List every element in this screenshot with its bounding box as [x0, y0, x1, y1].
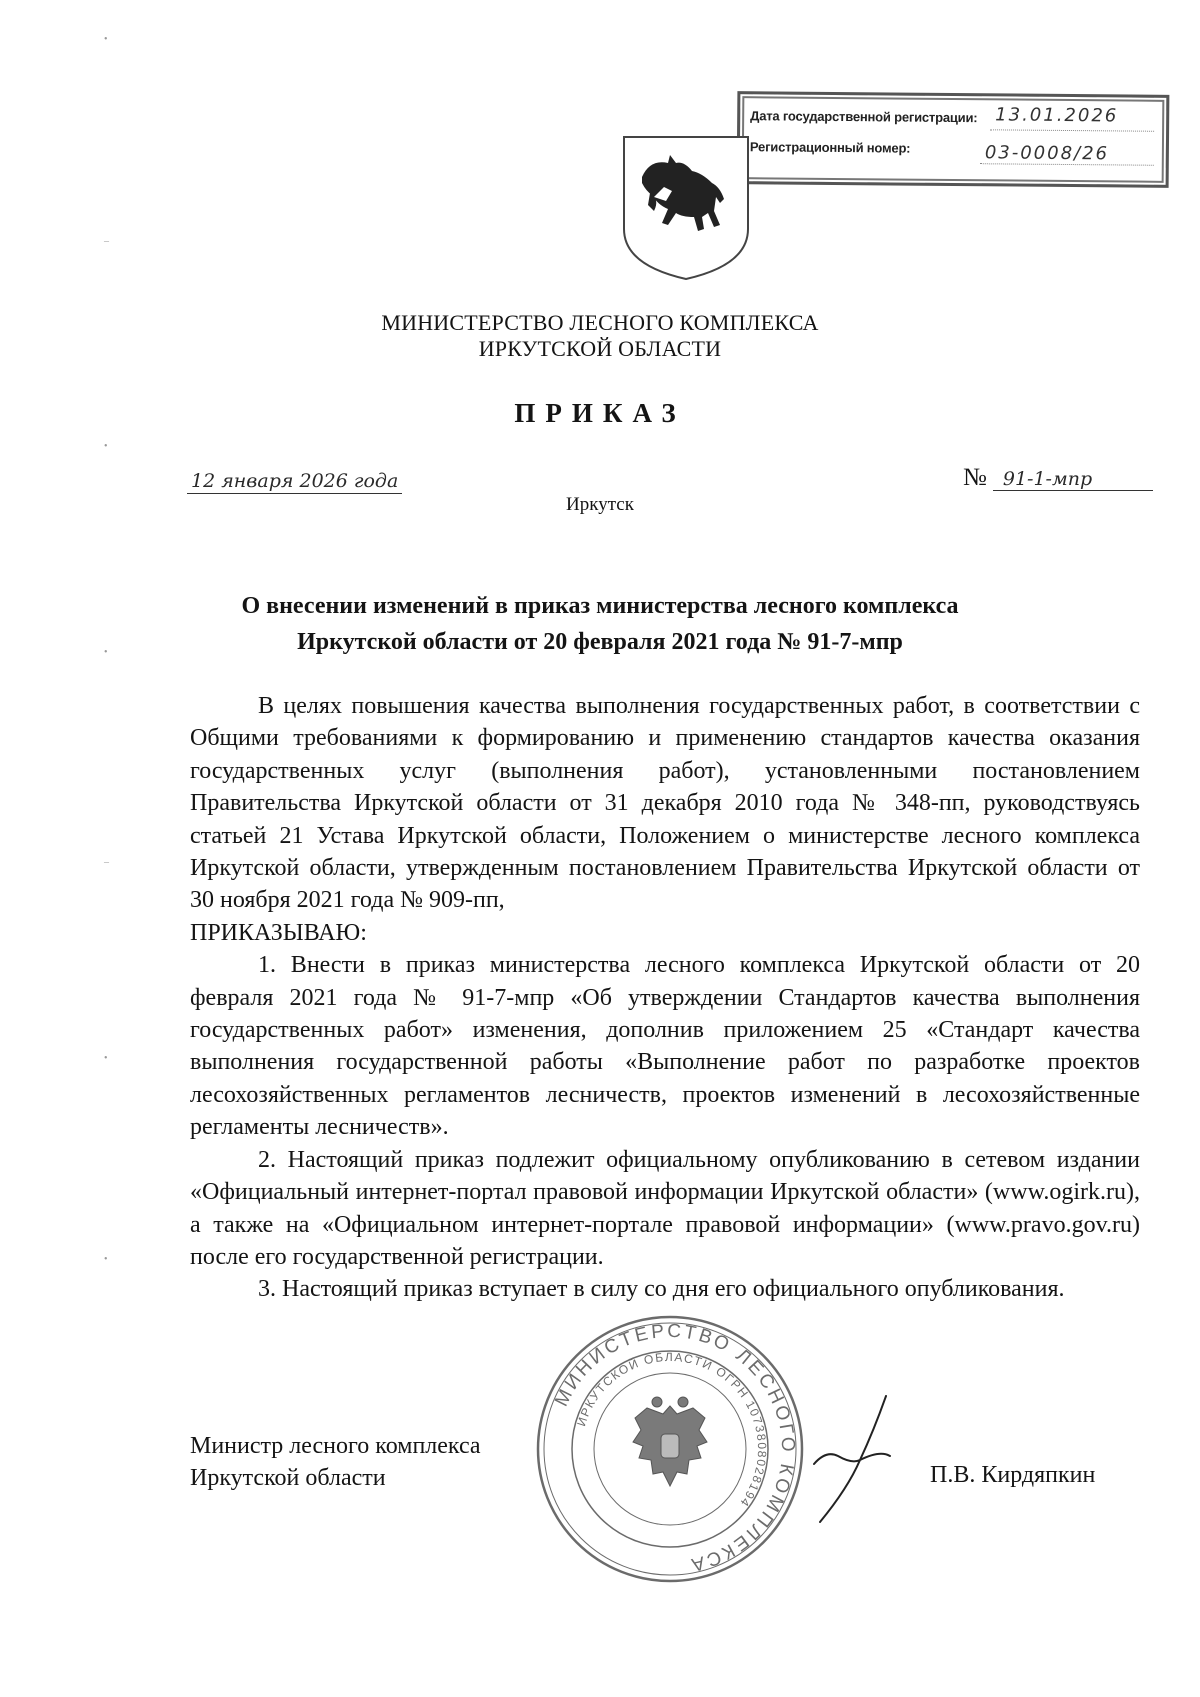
- ministry-name: [0, 310, 1200, 362]
- seal-outer-text: МИНИСТЕРСТВО ЛЕСНОГО КОМПЛЕКСА: [551, 1320, 799, 1576]
- scan-mark: –: [104, 236, 109, 247]
- scan-mark: •: [104, 1254, 108, 1265]
- document-body: [190, 690, 1140, 1306]
- document-title-line2: Иркутской области от 20 февраля 2021 года № 91-7-мпр: [297, 629, 903, 655]
- coat-of-arms-icon: [620, 133, 752, 281]
- handwritten-date: 12 января 2026 года: [187, 470, 402, 494]
- registration-date-label: Дата государственной регистрации:: [750, 108, 978, 126]
- registration-number-label: Регистрационный номер:: [749, 139, 911, 156]
- registration-date-line: [990, 129, 1154, 131]
- registration-number-value: 03-0008/26: [984, 142, 1110, 165]
- double-headed-eagle-icon: [633, 1397, 707, 1486]
- number-sign: №: [963, 464, 987, 491]
- signer-position: [190, 1430, 481, 1494]
- city-name: Иркутск: [566, 494, 634, 515]
- registration-stamp: [737, 91, 1170, 188]
- order-word: ПРИКАЗЫВАЮ:: [190, 919, 367, 946]
- document-number: [963, 464, 1153, 492]
- ministry-name-line2: ИРКУТСКОЙ ОБЛАСТИ: [478, 336, 722, 361]
- official-seal: [535, 1314, 805, 1584]
- seal-inner-text: ИРКУТСКОЙ ОБЛАСТИ ОГРН 1073808028194: [574, 1349, 770, 1511]
- registration-number-line: [980, 163, 1154, 166]
- order-item-1: 1. Внести в приказ министерства лесного комплекса Иркутской области от 20 февраля 2021 года № 91-7-мпр «Об утверждении Стандартов качества выполнения государственных работ» изменения, дополнив приложением 25 «Стандарт качества выполнения государственной работы «Выполнение работ по разработке проектов лесохозяйственных регламентов лесничеств, проектов изменений в лесохозяйственные регламенты лесничеств».: [190, 952, 1140, 1141]
- order-item-3: 3. Настоящий приказ вступает в силу со дня его официального опубликования.: [258, 1276, 1065, 1303]
- scan-mark: •: [104, 1053, 108, 1064]
- handwritten-number: 91-1-мпр: [993, 468, 1153, 491]
- scan-mark: –: [104, 857, 109, 868]
- signer-position-line2: Иркутской области: [190, 1465, 386, 1491]
- handwritten-signature: [790, 1390, 910, 1530]
- document-type-heading: ПРИКАЗ: [514, 398, 686, 428]
- scan-mark: •: [104, 647, 108, 658]
- order-item-2: 2. Настоящий приказ подлежит официальному опубликованию в сетевом издании «Официальный интернет-портал правовой информации Иркутской области» (www.ogirk.ru), а также на «Официальном интернет-портале правовой информации» (www.pravo.gov.ru) после его государственной регистрации.: [190, 1146, 1140, 1270]
- ministry-name-line1: МИНИСТЕРСТВО ЛЕСНОГО КОМПЛЕКСА: [381, 310, 819, 335]
- document-title: [0, 588, 1200, 660]
- scan-mark: •: [104, 441, 108, 452]
- signer-name: П.В. Кирдяпкин: [930, 1462, 1096, 1488]
- registration-date-value: 13.01.2026: [995, 104, 1119, 127]
- signer-position-line1: Министр лесного комплекса: [190, 1433, 481, 1459]
- scan-mark: •: [104, 34, 108, 45]
- preamble-paragraph: В целях повышения качества выполнения государственных работ, в соответствии с Общими требованиями к формированию и применению стандартов качества оказания государственных услуг (выполнения работ), установленными постановлением Правительства Иркутской области от 31 декабря 2010 года № 348-пп, руководствуясь статьей 21 Устава Иркутской области, Положением о министерстве лесного комплекса Иркутской области, утвержденным постановлением Правительства Иркутской области от 30 ноября 2021 года № 909-пп,: [190, 693, 1140, 914]
- document-title-line1: О внесении изменений в приказ министерства лесного комплекса: [241, 593, 959, 619]
